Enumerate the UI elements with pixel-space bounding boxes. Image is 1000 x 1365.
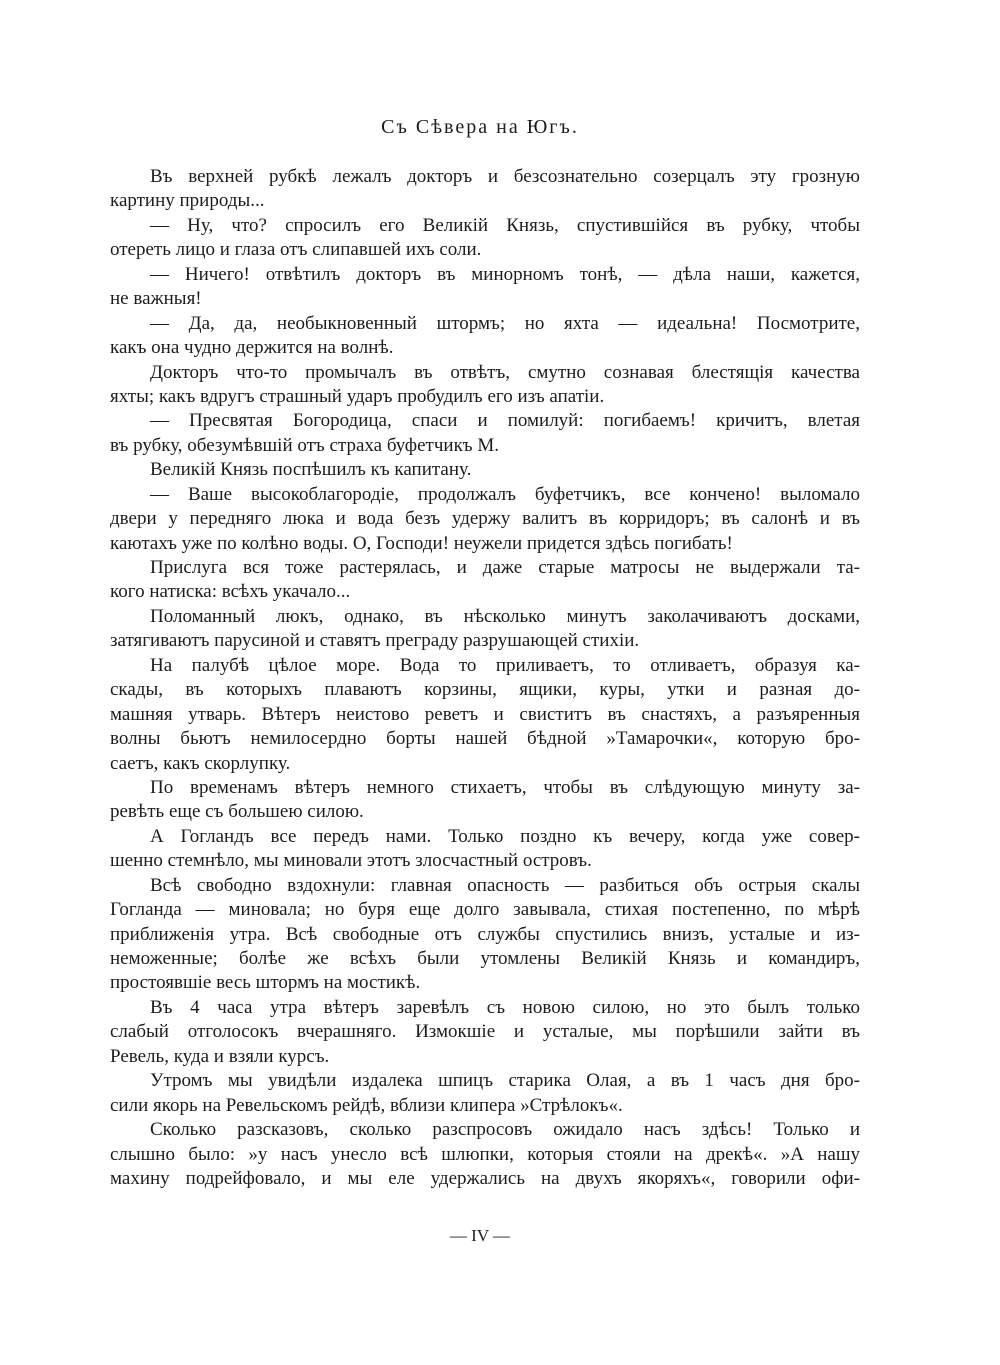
text-line: слабый отголосокъ вчерашняго. Измокшіе и усталые, мы порѣшили зайти въ (110, 1021, 860, 1043)
text-line: — Ваше высокоблагородіе, продолжалъ буфетчикъ, все кончено! выломало (150, 483, 860, 505)
text-line: волны бьютъ немилосердно борты нашей бѣдной »Тамарочки«, которую бро- (110, 728, 860, 750)
text-line: махину подрейфовало, и мы еле удержались на двухъ якоряхъ«, говорили офи- (110, 1167, 860, 1189)
text-line: ревѣть еще съ большею силою. (110, 801, 364, 823)
text-line: — Ну, что? спросилъ его Великій Князь, спустившійся въ рубку, чтобы (150, 214, 860, 236)
text-line: Сколько разсказовъ, сколько разспросовъ ожидало насъ здѣсь! Только и (150, 1119, 860, 1141)
text-line: затягиваютъ парусиной и ставятъ преграду разрушающей стихіи. (110, 630, 640, 652)
text-line: отереть лицо и глаза отъ слипавшей ихъ соли. (110, 239, 482, 261)
text-line: Великій Князь поспѣшилъ къ капитану. (150, 459, 472, 481)
text-line: Ревель, куда и взяли курсъ. (110, 1045, 330, 1067)
text-line: скады, въ которыхъ плаваютъ корзины, ящики, куры, утки и разная до- (110, 679, 860, 701)
text-line: Гогланда — миновала; но буря еще долго завывала, стихая постепенно, по мѣрѣ (110, 899, 860, 921)
text-line: въ рубку, обезумѣвшій отъ страха буфетчикъ М. (110, 434, 500, 456)
text-line: Въ 4 часа утра вѣтеръ заревѣлъ съ новою силою, но это былъ только (150, 996, 860, 1018)
page-title: Съ Сѣвера на Югъ. (381, 116, 579, 138)
text-line: Всѣ свободно вздохнули: главная опасность — разбиться объ острыя скалы (150, 874, 860, 896)
text-line: — Ничего! отвѣтилъ докторъ въ минорномъ тонѣ, — дѣла наши, кажется, (150, 263, 860, 285)
text-line: каютахъ уже по колѣно воды. О, Господи! неужели придется здѣсь погибать! (110, 532, 733, 554)
text-line: картину природы... (110, 190, 265, 212)
text-line: двери у передняго люка и вода безъ удержу валитъ въ корридоръ; въ салонѣ и въ (110, 508, 860, 530)
text-line: неможенные; болѣе же всѣхъ были утомлены Великій Князь и командиръ, (110, 948, 860, 969)
text-line: Прислуга вся тоже растерялась, и даже старые матросы не выдержали та- (150, 557, 860, 578)
text-line: приближенія утра. Всѣ свободные отъ службы спустились внизъ, усталые и из- (110, 923, 860, 945)
text-line: сили якорь на Ревельскомъ рейдѣ, вблизи клипера »Стрѣлокъ«. (110, 1094, 623, 1116)
text-line: саетъ, какъ скорлупку. (110, 752, 291, 774)
text-line: Докторъ что-то промычалъ въ отвѣтъ, смутно сознавая блестящія качества (150, 361, 860, 383)
page-number: — IV — (449, 1226, 511, 1245)
text-line: — Да, да, необыкновенный штормъ; но яхта — идеальна! Посмотрите, (150, 312, 860, 334)
body-text (110, 165, 860, 1191)
text-line: яхты; какъ вдругъ страшный ударъ пробудилъ его изъ апатіи. (110, 385, 605, 407)
text-line: кого натиска: всѣхъ укачало... (110, 581, 351, 603)
text-line: А Гогландъ все передъ нами. Только поздно къ вечеру, когда уже совер- (150, 825, 860, 847)
text-line: — Пресвятая Богородица, спаси и помилуй: погибаемъ! кричитъ, влетая (150, 410, 860, 432)
text-line: слышно было: »у насъ унесло всѣ шлюпки, которыя стояли на дрекѣ«. »А нашу (110, 1143, 860, 1165)
text-line: шенно стемнѣло, мы миновали этотъ злосчастный островъ. (110, 850, 592, 872)
text-line: По временамъ вѣтеръ немного стихаетъ, чтобы въ слѣдующую минуту за- (150, 776, 860, 798)
text-line: какъ она чудно держится на волнѣ. (110, 337, 394, 359)
text-line: простоявшіе весь штормъ на мостикѣ. (110, 972, 421, 994)
text-line: Поломанный люкъ, однако, въ нѣсколько минутъ заколачиваютъ досками, (150, 605, 860, 627)
text-line: Утромъ мы увидѣли издалека шпицъ старика Олая, а въ 1 часъ дня бро- (150, 1070, 860, 1092)
text-line: Въ верхней рубкѣ лежалъ докторъ и безсознательно созерцалъ эту грозную (150, 166, 860, 187)
text-line: не важныя! (110, 288, 202, 310)
text-line: машняя утварь. Вѣтеръ неистово реветъ и свиститъ въ снастяхъ, а разъяренныя (110, 703, 860, 725)
text-line: На палубѣ цѣлое море. Вода то приливаетъ, то отливаетъ, образуя ка- (150, 654, 860, 676)
